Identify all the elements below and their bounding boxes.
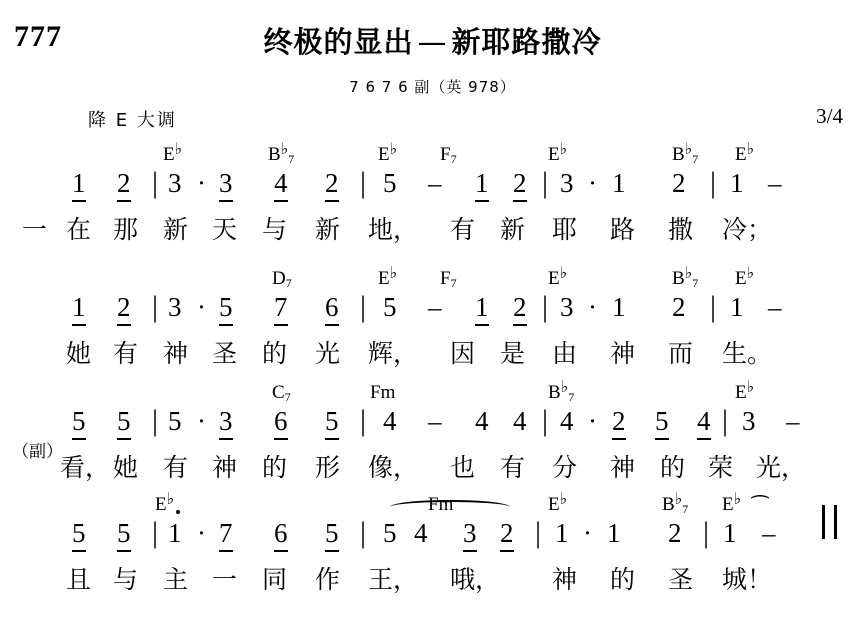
lyric-syllable: 看， [60,453,111,482]
note: 6 [274,518,288,552]
lyric-syllable: 的 [262,453,288,482]
note: · [588,292,597,322]
note: 5 [117,406,131,440]
note: – [428,292,442,322]
refrain-marker: （副） [12,442,63,462]
note: 2 [672,168,686,198]
note: 3 [560,292,574,322]
lyric-syllable: 在 [66,215,92,244]
title-dash: — [417,25,448,59]
lyric-syllable: 地， [368,215,419,244]
note: 2 [513,292,527,326]
lyric-row [0,560,865,602]
lyric-syllable: 耶 [552,215,578,244]
lyric-syllable: 她 [113,453,139,482]
chord-symbol: $B^♭_7$ [268,140,295,166]
note: 2 [325,168,339,202]
barline: | [710,166,717,199]
note: 1 [475,168,489,202]
note: 4 [697,406,711,440]
title-main: 终极的显出 [263,25,414,59]
chord-symbol: E♭ [378,140,398,165]
chord-row [0,264,865,290]
barline: | [360,290,367,323]
lyric-syllable: 形 [315,453,341,482]
note: 3 [742,406,756,436]
lyric-syllable: 一 [212,565,238,594]
lyric-syllable: 光 [315,339,341,368]
slur-mark [390,500,510,514]
note: 3 [219,406,233,440]
final-double-barline [822,505,837,539]
note: 5 [72,518,86,552]
note: 3 [168,292,182,322]
note: · [588,168,597,198]
lyric-syllable: 像， [368,453,419,482]
note: 7 [219,518,233,552]
note: 1 [607,518,621,548]
chord-symbol: E♭ [735,264,755,289]
chord-symbol: E♭ [548,264,568,289]
note: – [428,168,442,198]
lyric-syllable: 也 [450,453,476,482]
note: · [197,292,206,322]
lyric-syllable: 天 [212,215,238,244]
octave-dot [176,510,180,514]
page-title [0,20,865,61]
chord-symbol: $B^♭_7$ [672,140,699,166]
note-row [0,404,865,448]
lyric-row [0,334,865,376]
note: 4 [274,168,288,202]
chord-symbol: E♭ [548,490,568,515]
note: – [768,292,782,322]
note: 5 [72,406,86,440]
barline: | [703,516,710,549]
note: 2 [668,518,682,548]
lyric-syllable: 有 [450,215,476,244]
note: 1 [612,168,626,198]
note: 2 [612,406,626,440]
note: 3 [463,518,477,552]
note: 3 [560,168,574,198]
note: – [428,406,442,436]
lyric-row [0,442,865,490]
lyric-syllable: 有 [500,453,526,482]
chord-symbol: E♭ [548,140,568,165]
chord-symbol: $F_7$ [440,144,457,166]
note: 1 [475,292,489,326]
chord-symbol: Fm [428,494,454,515]
note: 4 [560,406,574,436]
chord-symbol: E♭ [722,490,742,515]
note: 4 [383,406,397,436]
chord-symbol: E♭ [155,490,175,515]
lyric-syllable: 与 [262,215,288,244]
barline: | [152,516,159,549]
lyric-syllable: 她 [66,339,92,368]
lyric-syllable: 神 [552,565,578,594]
music-line [0,140,865,252]
lyric-syllable: 新 [500,215,526,244]
note: – [768,168,782,198]
note: 1 [72,292,86,326]
note: 4 [414,518,428,548]
key-signature: 降 E 大调 [88,110,177,131]
time-signature: 3/4 [816,104,843,128]
lyric-syllable: 的 [262,339,288,368]
note-row [0,516,865,560]
music-line [0,378,865,490]
note: · [197,168,206,198]
note: 1 [555,518,569,548]
lyric-syllable: 分 [552,453,578,482]
note: 2 [117,292,131,326]
note: 1 [612,292,626,322]
note: 5 [383,518,397,548]
lyric-syllable: 辉， [368,339,419,368]
note-row [0,166,865,210]
chord-symbol: $B^♭_7$ [548,378,575,404]
lyric-syllable: 荣 [708,453,734,482]
lyric-syllable: 城！ [722,565,773,594]
note: 7 [274,292,288,326]
note: – [762,518,776,548]
chord-symbol: $F_7$ [440,268,457,290]
lyric-syllable: 是 [500,339,526,368]
barline: | [710,290,717,323]
lyric-syllable: 有 [163,453,189,482]
lyric-syllable: 与 [113,565,139,594]
note: 1 [730,292,744,322]
lyric-syllable: 主 [163,565,189,594]
lyric-syllable: 那 [113,215,139,244]
note: 5 [117,518,131,552]
barline: | [535,516,542,549]
barline: | [360,404,367,437]
lyric-syllable: 王， [368,565,419,594]
lyric-row [0,210,865,252]
lyric-syllable: 圣 [212,339,238,368]
lyric-syllable: 冷； [722,215,773,244]
note: 4 [475,406,489,436]
note: 5 [219,292,233,326]
note: 5 [383,168,397,198]
lyric-syllable: 的 [610,565,636,594]
note: · [588,406,597,436]
note: · [197,406,206,436]
note: 5 [325,518,339,552]
lyric-syllable: 而 [668,339,694,368]
title-sub: 新耶路撒冷 [451,25,602,59]
chord-symbol: E♭ [735,378,755,403]
fermata-icon: ⁀ [752,495,769,519]
note: 2 [500,518,514,552]
note: 1 [723,518,737,548]
chord-symbol: E♭ [378,264,398,289]
chord-row [0,378,865,404]
meter-info: 7 6 7 6 副（英 978） [349,78,516,96]
note: 5 [325,406,339,440]
barline: | [542,166,549,199]
lyric-syllable: 神 [610,453,636,482]
lyric-syllable: 新 [163,215,189,244]
note: · [197,518,206,548]
note: 5 [655,406,669,440]
lyric-syllable: 撒 [668,215,694,244]
lyric-syllable: 因 [450,339,476,368]
lyric-syllable: 有 [113,339,139,368]
hymn-number: 777 [14,20,62,53]
note: 6 [274,406,288,440]
lyric-syllable: 且 [66,565,92,594]
chord-symbol: E♭ [735,140,755,165]
chord-symbol: $B^♭_7$ [672,264,699,290]
chord-symbol: E♭ [163,140,183,165]
barline: | [722,404,729,437]
lyric-syllable: 哦， [450,565,501,594]
lyric-syllable: 神 [212,453,238,482]
note: · [583,518,592,548]
lyric-syllable: 生。 [722,339,773,368]
chord-symbol: $D_7$ [272,268,292,290]
note: 5 [168,406,182,436]
barline: | [152,166,159,199]
lyric-syllable: 由 [552,339,578,368]
note: 2 [117,168,131,202]
lyric-syllable: 同 [262,565,288,594]
lyric-syllable: 新 [315,215,341,244]
barline: | [542,290,549,323]
note: 3 [219,168,233,202]
note: – [786,406,800,436]
lyric-syllable: 作 [315,565,341,594]
note: 2 [672,292,686,322]
note: 3 [168,168,182,198]
barline: | [360,516,367,549]
note: 1 [730,168,744,198]
lyric-syllable: 圣 [668,565,694,594]
lyric-syllable: 的 [660,453,686,482]
lyric-syllable: 神 [163,339,189,368]
chord-symbol: $C_7$ [272,382,291,404]
lyric-syllable: 光， [756,453,807,482]
note: 1 [72,168,86,202]
barline: | [152,290,159,323]
lyric-syllable: 神 [610,339,636,368]
barline: | [152,404,159,437]
note: 1 [168,518,182,548]
music-line [0,264,865,376]
lyric-syllable: 路 [610,215,636,244]
barline: | [542,404,549,437]
chord-symbol: Fm [370,382,396,403]
barline: | [360,166,367,199]
note: 5 [383,292,397,322]
note-row [0,290,865,334]
note: 2 [513,168,527,202]
chord-symbol: $B^♭_7$ [662,490,689,516]
note: 4 [513,406,527,436]
lyric-syllable: 一 [22,215,48,244]
note: 6 [325,292,339,326]
chord-row [0,140,865,166]
